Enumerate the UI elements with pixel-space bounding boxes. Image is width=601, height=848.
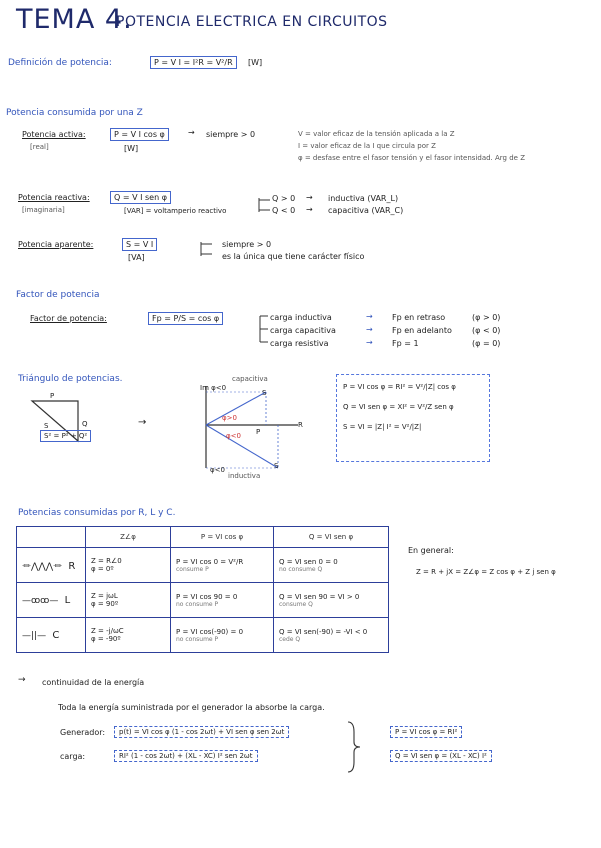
apparent-formula: S = V I: [122, 238, 157, 251]
phasor-diagram: [194, 382, 304, 474]
active-sub: [real]: [30, 143, 49, 151]
definition-i: I = valor eficaz de la I que circula por Z: [298, 142, 436, 150]
active-unit: [W]: [124, 144, 139, 153]
table-cell-z: Z = jωL φ = 90º: [86, 583, 171, 618]
table-header-row: [17, 527, 389, 548]
definition-unit: [W]: [248, 58, 263, 67]
reactive-sub: [imaginaria]: [22, 206, 65, 214]
definition-formula: P = V I = I²R = V²/R: [150, 56, 237, 69]
active-label: Potencia activa:: [22, 130, 86, 139]
table-cell-element: [17, 618, 86, 653]
active-arrow-icon: →: [188, 128, 195, 137]
energy-result-q: Q = VI sen φ = (XL - XC) I²: [390, 750, 492, 762]
pf-arrow-icon: →: [366, 312, 373, 321]
element-symbol: L: [64, 594, 71, 606]
energy-title: continuidad de la energía: [42, 678, 145, 687]
table-header: Z∠φ: [86, 527, 171, 548]
phasor-r: R: [298, 421, 303, 429]
energy-brace-icon: [344, 720, 364, 774]
pf-type: Fp = 1: [392, 339, 419, 348]
table-cell-p: P = VI cos 90 = 0 no consume P: [171, 583, 274, 618]
reactive-case-arrow-icon: →: [306, 193, 313, 202]
table-header: Q = VI sen φ: [274, 527, 389, 548]
apparent-label: Potencia aparente:: [18, 240, 94, 249]
phasor-s-top: S: [262, 389, 267, 397]
pf-phi: (φ < 0): [472, 326, 501, 335]
active-note: siempre > 0: [206, 130, 256, 139]
page-title: TEMA 4.: [16, 4, 133, 35]
capacitor-icon: —||—: [22, 630, 47, 641]
resistor-icon: ⏛⋀⋀⋀⏛: [22, 561, 63, 572]
pf-phi: (φ > 0): [472, 313, 501, 322]
apparent-note-1: siempre > 0: [222, 240, 272, 249]
table-row: [17, 583, 389, 618]
reactive-case-text: capacitiva (VAR_C): [328, 206, 404, 215]
pf-type: Fp en retraso: [392, 313, 446, 322]
reactive-formula: Q = V I sen φ: [110, 191, 171, 204]
triangle-relation: S² = P² + Q²: [40, 430, 91, 442]
active-formula: P = V I cos φ: [110, 128, 169, 141]
element-symbol: C: [52, 629, 60, 641]
generator-formula: p(t) = VI cos φ (1 - cos 2ωt) + VI sen φ sen 2ωt: [114, 726, 289, 738]
table-cell-element: [17, 548, 86, 583]
triangle-title: Triángulo de potencias.: [18, 374, 123, 384]
phasor-phi-neg2: φ<0: [210, 466, 225, 474]
table-header: [17, 527, 86, 548]
table-cell-q: Q = VI sen(-90) = -VI < 0 cede Q: [274, 618, 389, 653]
general-label: En general:: [408, 546, 454, 555]
phasor-phi-pos: φ>0: [222, 414, 237, 422]
phasor-phi-neg: φ<0: [226, 432, 241, 440]
definition-phi: φ = desfase entre el fasor tensión y el fasor intensidad. Arg de Z: [298, 154, 525, 162]
reactive-unit: [VAR] = voltamperio reactivo: [124, 207, 227, 215]
apparent-note-2: es la única que tiene carácter físico: [222, 252, 365, 261]
table-cell-z: Z = -j/ωC φ = -90º: [86, 618, 171, 653]
pf-formula: Fp = P/S = cos φ: [148, 312, 223, 325]
load-formula: RI² (1 - cos 2ωt) + (XL - XC) I² sen 2ωt: [114, 750, 258, 762]
energy-text: Toda la energía suministrada por el generador la absorbe la carga.: [58, 703, 325, 712]
pf-load: carga resistiva: [270, 339, 329, 348]
apparent-unit: [VA]: [128, 253, 145, 262]
power-table: [16, 526, 389, 653]
consumed-title: Potencia consumida por una Z: [6, 108, 143, 118]
pf-bracket-icon: [252, 312, 272, 346]
triangle-formula-q: Q = VI sen φ = XI² = V²/Z sen φ: [343, 403, 454, 411]
pf-title: Factor de potencia: [16, 290, 100, 300]
table-cell-q: Q = VI sen 90 = VI > 0 consume Q: [274, 583, 389, 618]
definition-v: V = valor eficaz de la tensión aplicada a la Z: [298, 130, 455, 138]
table-row: [17, 548, 389, 583]
reactive-label: Potencia reactiva:: [18, 193, 90, 202]
energy-result-p: P = VI cos φ = RI²: [390, 726, 462, 738]
table-cell-p: P = VI cos 0 = V²/R consume P: [171, 548, 274, 583]
reactive-case-text: inductiva (VAR_L): [328, 194, 399, 203]
triangle-label-p: P: [50, 392, 55, 400]
triangle-formula-s: S = VI = |Z| I² = V²/|Z|: [343, 423, 422, 431]
pf-arrow-icon: →: [366, 325, 373, 334]
table-cell-q: Q = VI sen 0 = 0 no consume Q: [274, 548, 389, 583]
pf-load: carga capacitiva: [270, 326, 336, 335]
definition-label: Definición de potencia:: [8, 58, 112, 68]
reactive-case-arrow-icon: →: [306, 205, 313, 214]
inductor-icon: —ꝏꝏ—: [22, 595, 59, 606]
pf-type: Fp en adelanto: [392, 326, 452, 335]
pf-phi: (φ = 0): [472, 339, 501, 348]
table-row: [17, 618, 389, 653]
table-cell-element: [17, 583, 86, 618]
phasor-im-label: Im φ<0: [200, 384, 227, 392]
phasor-s-bottom: S: [274, 462, 279, 470]
pf-load: carga inductiva: [270, 313, 332, 322]
triangle-formula-p: P = VI cos φ = RI² = V²/|Z| cos φ: [343, 383, 456, 391]
element-symbol: R: [68, 560, 76, 572]
phasor-inductive: inductiva: [228, 472, 261, 480]
triangle-label-s: S: [44, 422, 49, 430]
apparent-bracket-icon: [198, 240, 218, 260]
phasor-p: P: [256, 428, 261, 436]
triangle-label-q: Q: [82, 420, 88, 428]
table-title: Potencias consumidas por R, L y C.: [18, 508, 176, 518]
pf-arrow-icon: →: [366, 338, 373, 347]
table-header: P = VI cos φ: [171, 527, 274, 548]
reactive-case-cond: Q > 0: [272, 194, 296, 203]
generator-label: Generador:: [60, 728, 106, 737]
load-label: carga:: [60, 752, 86, 761]
general-formula: Z = R + jX = Z∠φ = Z cos φ + Z j sen φ: [416, 568, 556, 576]
triangle-arrow-icon: →: [138, 417, 147, 428]
page-subtitle: POTENCIA ELECTRICA EN CIRCUITOS: [116, 14, 388, 30]
table-cell-p: P = VI cos(-90) = 0 no consume P: [171, 618, 274, 653]
triangle-formulas-box: [336, 374, 490, 462]
table-cell-z: Z = R∠0 φ = 0º: [86, 548, 171, 583]
phasor-capacitive: capacitiva: [232, 375, 268, 383]
energy-arrow-icon: →: [18, 675, 26, 685]
reactive-case-cond: Q < 0: [272, 206, 296, 215]
pf-label: Factor de potencia:: [30, 314, 107, 323]
